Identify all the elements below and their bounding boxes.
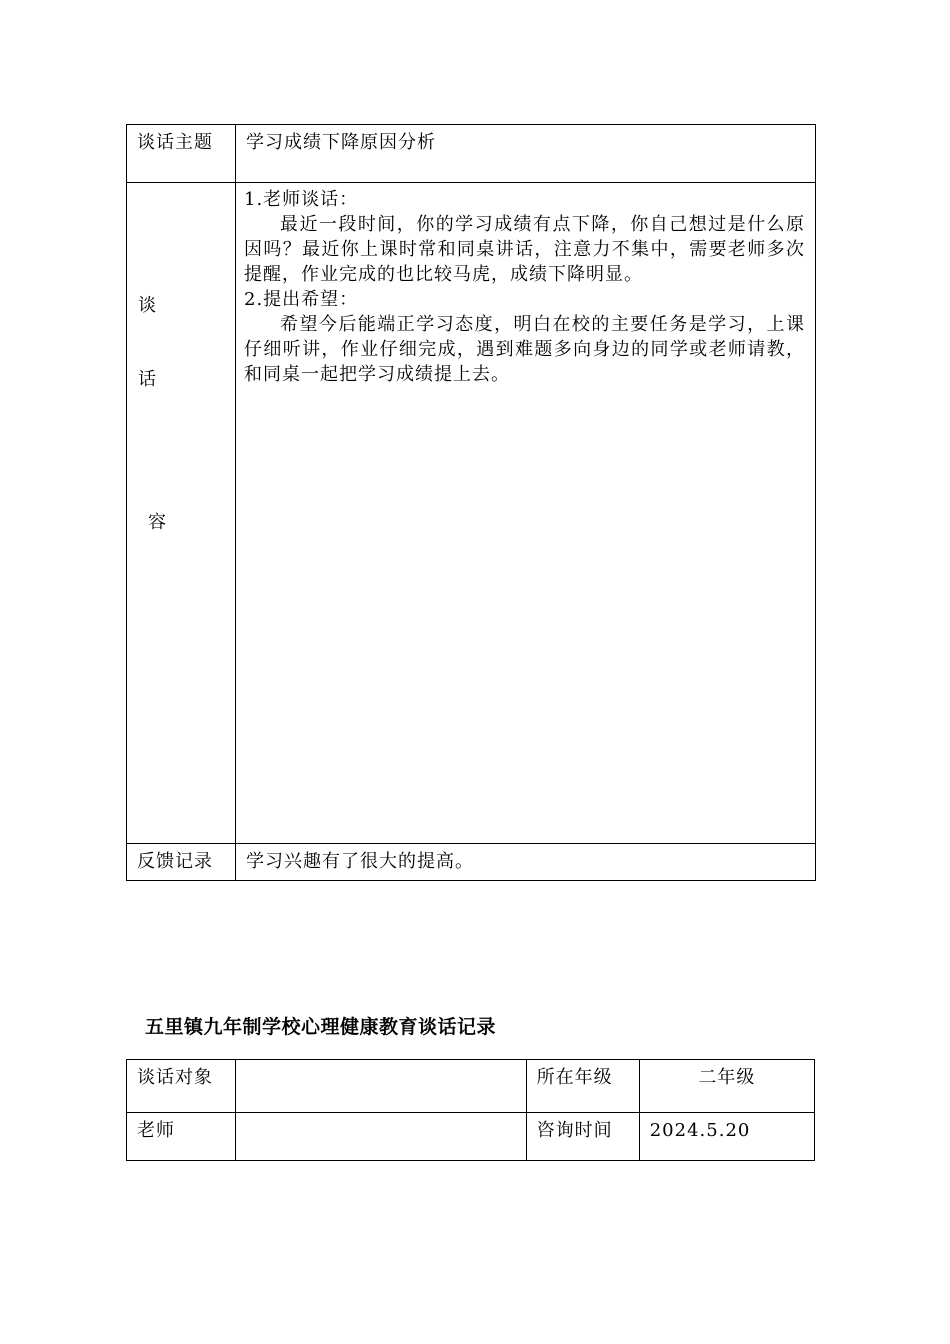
subject-label: 谈话对象: [137, 1067, 213, 1088]
time-label: 咨询时间: [536, 1120, 613, 1141]
info-row-1: [127, 1060, 815, 1113]
topic-value-cell: [236, 125, 816, 183]
feedback-value-cell: [236, 844, 816, 881]
teacher-value: [236, 1113, 525, 1123]
content-heading-1: 1.老师谈话：: [244, 189, 359, 210]
content-heading-2: 2.提出希望：: [244, 289, 359, 310]
grade-value: 二年级: [698, 1067, 756, 1088]
time-value-cell: [639, 1113, 814, 1161]
topic-row: [127, 125, 816, 183]
teacher-label: 老师: [137, 1120, 175, 1141]
content-value-cell: [236, 183, 816, 844]
content-label-char-3: 容: [148, 512, 166, 533]
content-label-char-1: 谈: [138, 295, 156, 316]
topic-label-cell: [127, 125, 236, 183]
topic-label: 谈话主题: [137, 132, 213, 153]
feedback-value: 学习兴趣有了很大的提高。: [246, 851, 474, 872]
content-row: [127, 183, 816, 844]
subject-label-cell: [127, 1060, 236, 1113]
content-label-cell: [127, 183, 236, 844]
teacher-value-cell: [236, 1113, 526, 1161]
teacher-label-cell: [127, 1113, 236, 1161]
content-paragraph-2: 希望今后能端正学习态度，明白在校的主要任务是学习，上课仔细听讲，作业仔细完成，遇到难题多向身边的同学或老师请教，和同桌一起把学习成绩提上去。: [244, 314, 805, 385]
feedback-label-cell: [127, 844, 236, 881]
feedback-row: [127, 844, 816, 881]
subject-value-cell: [236, 1060, 526, 1113]
grade-label-cell: [526, 1060, 639, 1113]
grade-label: 所在年级: [536, 1067, 613, 1088]
grade-value-cell: [639, 1060, 814, 1113]
talk-record-table: [126, 124, 816, 881]
time-value: 2024.5.20: [649, 1120, 751, 1141]
section-title: 五里镇九年制学校心理健康教育谈话记录: [145, 1016, 497, 1038]
info-row-2: [127, 1113, 815, 1161]
content-label: [127, 183, 235, 843]
talk-content: [236, 183, 815, 387]
topic-value: 学习成绩下降原因分析: [246, 132, 436, 153]
time-label-cell: [526, 1113, 639, 1161]
feedback-label: 反馈记录: [137, 851, 213, 872]
content-paragraph-1: 最近一段时间，你的学习成绩有点下降，你自己想过是什么原因吗？最近你上课时常和同桌讲话，注意力不集中，需要老师多次提醒，作业完成的也比较马虎，成绩下降明显。: [244, 214, 805, 285]
content-label-char-2: 话: [138, 369, 156, 390]
talk-info-table: [126, 1059, 815, 1161]
subject-value: [236, 1060, 525, 1070]
